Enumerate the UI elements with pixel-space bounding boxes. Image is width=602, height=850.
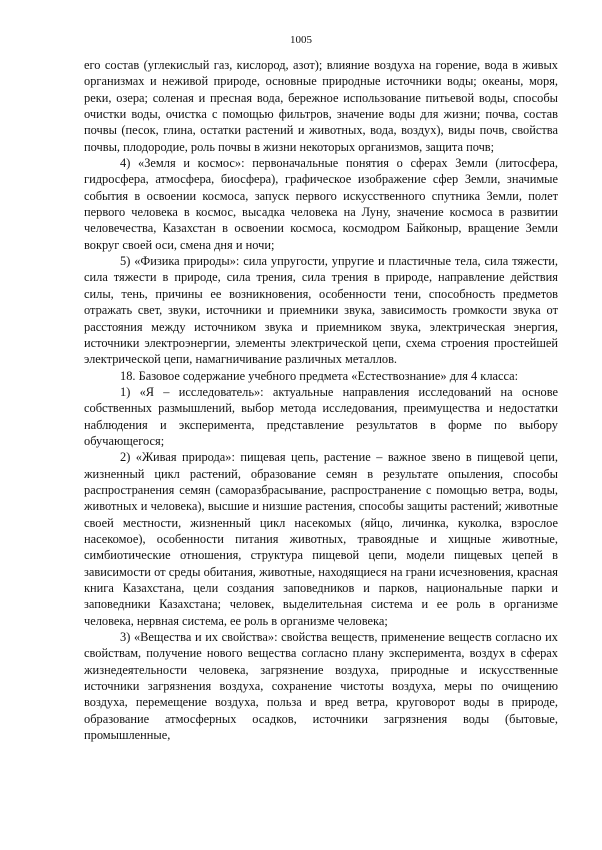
paragraph-substances-and-properties: 3) «Вещества и их свойства»: свойства веществ, применение веществ согласно их свойствам, получение нового вещества согласно плану эксперимента, воздух в сферах жизнедеятельности человека, загрязнение воздуха, природные и искусственные источники загрязнения воздуха, сохранение чистоты воздуха, меры по очищению воздуха, перемещение воздуха, польза и вред ветра, круговорот воды в природе, образование атмосферных осадков, источники загрязнения воды (бытовые, промышленные, <box>84 630 558 743</box>
document-body <box>84 57 558 743</box>
paragraph-i-am-researcher: 1) «Я – исследователь»: актуальные направления исследований на основе собственных размышлений, выбор метода исследования, преимущества и недостатки наблюдения и эксперимента, представление результатов в форме по выбору обучающегося; <box>84 384 558 448</box>
page-number: 1005 <box>290 34 312 46</box>
paragraph-air-water-soil: его состав (углекислый газ, кислород, азот); влияние воздуха на горение, вода в живых организмах и неживой природе, основные природные источники воды; океаны, моря, реки, озера; соленая и пресная вода, бережное использование питьевой воды, способы очистки воды, очистка с помощью фильтров, значение воды для жизни; почва, состав почвы (песок, глина, остатки растений и животных, вода, воздух), виды почв, свойства почвы, плодородие, роль почвы в жизни некоторых организмов, защита почв; <box>84 58 558 154</box>
paragraph-living-nature: 2) «Живая природа»: пищевая цепь, растение – важное звено в пищевой цепи, жизненный цикл растений, образование семян в результате опыления, способы распространения семян (саморазбрасывание, распространение с помощью ветра, воды, животных и человека), высшие и низшие растения, способы защиты растений; животные своей местности, жизненный цикл насекомых (яйцо, личинка, куколка, взрослое насекомое), особенности питания животных, травоядные и хищные животные, симбиотические отношения, структура пищевой цепи, модели пищевых цепей в зависимости от среды обитания, животные, находящиеся на грани исчезновения, красная книга Казахстана, цели создания заповедников и парков, национальные парки и заповедники Казахстана; человек, выделительная система и ее роль в организме человека, нервная система, ее роль в организме человека; <box>84 450 558 628</box>
paragraph-earth-and-space: 4) «Земля и космос»: первоначальные понятия о сферах Земли (литосфера, гидросфера, атмосфера, биосфера), графическое изображение сфер Земли, значимые события в освоении космоса, запуск первого искусственного спутника Земли, полет первого человека в космос, высадка человека на Луну, значение космоса в развитии человечества, Казахстан в освоении космоса, космодром Байконыр, вращение Земли вокруг своей оси, смена дня и ночи; <box>84 156 558 252</box>
paragraph-physics-of-nature: 5) «Физика природы»: сила упругости, упругие и пластичные тела, сила тяжести, сила тяжести в природе, сила трения, сила трения в природе, направление действия силы, тень, причины ее возникновения, особенности тени, способность предметов отражать свет, звуки, источники и приемники звука, зависимость громкости звука от расстояния между источником звука и приемником звука, электрическая энергия, источники электроэнергии, элементы электрической цепи, схема строения простейшей электрической цепи, намагничивание различных металлов. <box>84 254 558 367</box>
paragraph-section-18-heading: 18. Базовое содержание учебного предмета «Естествознание» для 4 класса: <box>120 368 519 383</box>
